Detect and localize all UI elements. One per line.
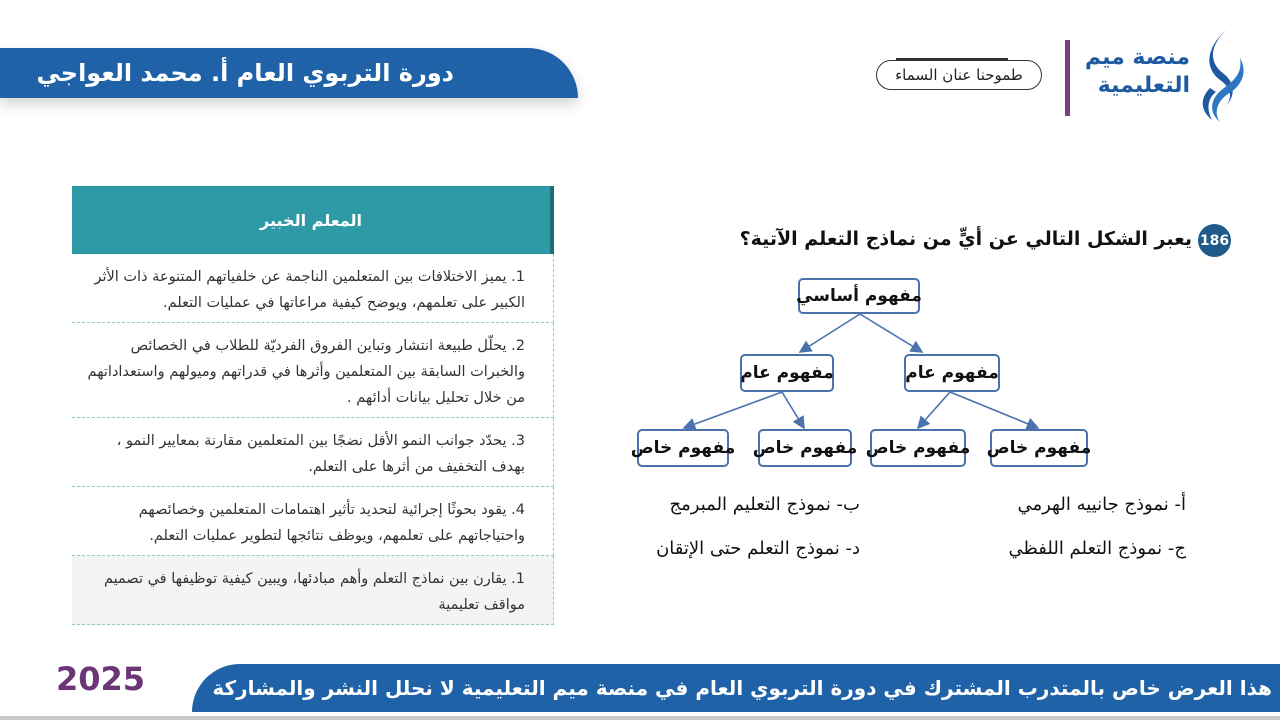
option-c[interactable]: ج- نموذج التعلم اللفظي	[1008, 538, 1186, 559]
course-title: دورة التربوي العام أ. محمد العواجي	[36, 59, 454, 87]
expert-teacher-panel	[72, 186, 554, 614]
brand-name	[1080, 44, 1190, 100]
specific-concept-node: مفهوم خاص	[870, 429, 966, 467]
connector-line	[918, 392, 950, 428]
brand-divider	[1065, 40, 1070, 116]
brand-line-1: منصة ميم	[1084, 45, 1190, 70]
option-b[interactable]: ب- نموذج التعليم المبرمج	[669, 494, 860, 515]
expert-panel-header	[72, 186, 554, 254]
connector-line	[950, 392, 1038, 428]
option-d[interactable]: د- نموذج التعلم حتى الإتقان	[656, 538, 860, 559]
connector-line	[800, 314, 860, 352]
specific-concept-node: مفهوم خاص	[637, 429, 729, 467]
footer-notice-banner	[192, 664, 1280, 712]
specific-concept-node: مفهوم خاص	[758, 429, 852, 467]
general-concept-node-right: مفهوم عام	[904, 354, 1000, 392]
slogan-badge	[876, 60, 1042, 90]
expert-item: 3. يحدّد جوانب النمو الأقل نضجًا بين المتعلمين مقارنة بمعايير النمو ، بهدف التخفيف من أثرها على التعلم.	[72, 418, 554, 487]
connector-line	[860, 314, 922, 352]
brand-logo-icon	[1196, 28, 1248, 124]
connector-line	[782, 392, 804, 428]
footer-notice: هذا العرض خاص بالمتدرب المشترك في دورة التربوي العام في منصة ميم التعليمية لا نحلل النشر والمشاركة	[212, 676, 1272, 700]
year-label: 2025	[56, 660, 146, 698]
question-number: 186	[1199, 232, 1230, 249]
expert-item: 2. يحلّل طبيعة انتشار وتباين الفروق الفرديّة للطلاب في الخصائص والخبرات السابقة بين المتعلمين وأثرها في قدراتهم وميولهم واستعداداتهم من خلال تحليل بيانات أدائهم .	[72, 323, 554, 418]
brand-line-2: التعليمية	[1097, 73, 1190, 98]
connector-line	[684, 392, 782, 428]
expert-item: 1. يميز الاختلافات بين المتعلمين الناجمة عن خلفياتهم المتنوعة ذات الأثر الكبير على تعلمهم، ويوضح كيفية مراعاتها في عمليات التعلم.	[72, 254, 554, 323]
root-concept-node: مفهوم أساسي	[798, 278, 920, 314]
expert-item: 1. يقارن بين نماذج التعلم وأهم مبادئها، ويبين كيفية توظيفها في تصميم مواقف تعليمية	[72, 556, 554, 625]
expert-item: 4. يقود بحوثًا إجرائية لتحديد تأثير اهتمامات المتعلمين وخصائصهم واحتياجاتهم على تعلمهم، ويوظف نتائجها لتطوير عمليات التعلم.	[72, 487, 554, 556]
course-title-banner	[0, 48, 578, 98]
expert-panel-title: المعلم الخبير	[260, 210, 362, 230]
specific-concept-node: مفهوم خاص	[990, 429, 1088, 467]
question-text: يعبر الشكل التالي عن أيٍّ من نماذج التعلم الآتية؟	[739, 228, 1192, 250]
concept-hierarchy-diagram	[620, 268, 1100, 478]
general-concept-node-left: مفهوم عام	[740, 354, 834, 392]
footer-divider	[0, 716, 1280, 720]
question-number-badge	[1198, 224, 1231, 257]
slogan-text: طموحنا عنان السماء	[895, 66, 1023, 84]
option-a[interactable]: أ- نموذج جانييه الهرمي	[1017, 494, 1186, 515]
